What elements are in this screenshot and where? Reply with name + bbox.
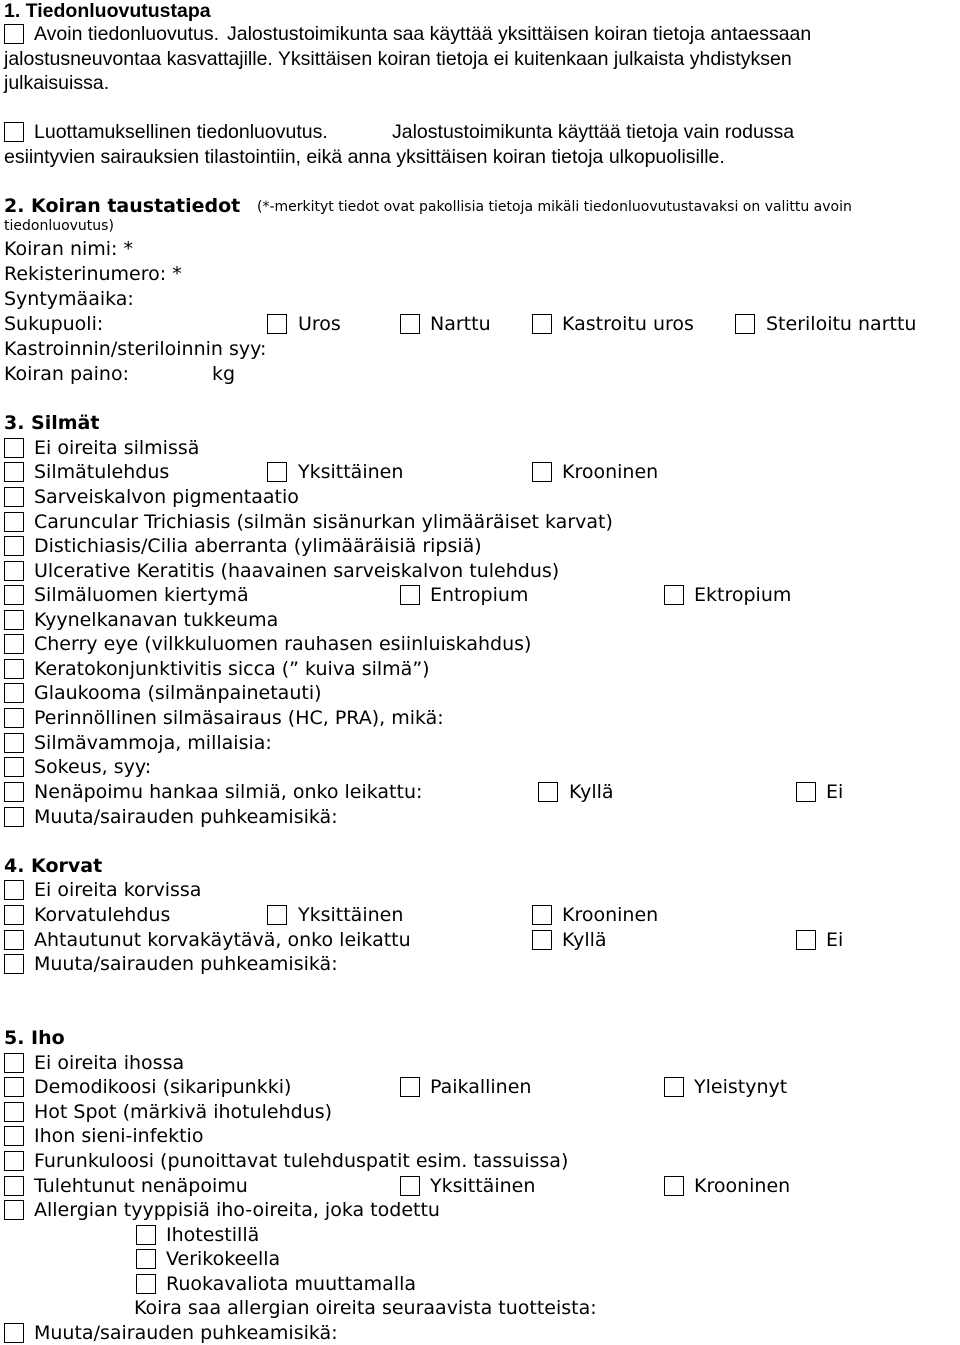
otitis-chronic-checkbox[interactable] xyxy=(532,905,552,925)
ears-other-checkbox[interactable] xyxy=(4,954,24,974)
otitis-row: Korvatulehdus Yksittäinen Krooninen xyxy=(0,903,960,927)
open-disclosure-text: Jalostustoimikunta saa käyttää yksittäisen koiran tietoja antaessaan xyxy=(227,23,812,45)
hot-spot-checkbox[interactable] xyxy=(4,1102,24,1122)
sex-female-checkbox[interactable] xyxy=(400,314,420,334)
narrow-ear-canal-no-checkbox[interactable] xyxy=(796,930,816,950)
diet-change-checkbox[interactable] xyxy=(136,1274,156,1294)
demodicosis-general-checkbox[interactable] xyxy=(664,1077,684,1097)
sex-male-label: Uros xyxy=(298,313,341,335)
conjunctivitis-row: Silmätulehdus Yksittäinen Krooninen xyxy=(0,460,960,484)
blindness-checkbox[interactable] xyxy=(4,757,24,777)
narrow-ear-canal-yes-checkbox[interactable] xyxy=(532,930,552,950)
sex-row xyxy=(0,312,960,336)
demodicosis-row: Demodikoosi (sikaripunkki) Paikallinen Yleistynyt xyxy=(0,1075,960,1099)
confidential-disclosure-label: Luottamuksellinen tiedonluovutus. xyxy=(34,121,328,143)
eye-injury-checkbox[interactable] xyxy=(4,733,24,753)
pigmentation-checkbox[interactable] xyxy=(4,487,24,507)
demodicosis-local-checkbox[interactable] xyxy=(400,1077,420,1097)
entropium-checkbox[interactable] xyxy=(400,585,420,605)
nose-fold-checkbox[interactable] xyxy=(4,782,24,802)
fungal-checkbox[interactable] xyxy=(4,1126,24,1146)
skin-other-checkbox[interactable] xyxy=(4,1323,24,1343)
conjunctivitis-single-checkbox[interactable] xyxy=(267,462,287,482)
conjunctivitis-checkbox[interactable] xyxy=(4,462,24,482)
nose-fold-infection-single-checkbox[interactable] xyxy=(400,1176,420,1196)
eyes-other-checkbox[interactable] xyxy=(4,807,24,827)
demodicosis-checkbox[interactable] xyxy=(4,1077,24,1097)
open-disclosure-checkbox[interactable] xyxy=(4,24,24,44)
hereditary-checkbox[interactable] xyxy=(4,708,24,728)
eyelid-checkbox[interactable] xyxy=(4,585,24,605)
caruncular-checkbox[interactable] xyxy=(4,512,24,532)
distichiasis-checkbox[interactable] xyxy=(4,536,24,556)
nose-fold-yes-checkbox[interactable] xyxy=(538,782,558,802)
skin-test-checkbox[interactable] xyxy=(136,1225,156,1245)
ektropium-checkbox[interactable] xyxy=(664,585,684,605)
open-disclosure-label: Avoin tiedonluovutus. xyxy=(34,23,220,45)
nose-fold-infection-chronic-checkbox[interactable] xyxy=(664,1176,684,1196)
narrow-ear-canal-row: Ahtautunut korvakäytävä, onko leikattu Kyllä Ei xyxy=(0,928,960,952)
confidential-disclosure-text: Jalostustoimikunta käyttää tietoja vain rodussa xyxy=(392,121,795,143)
sex-sterilized-female-label: Steriloitu narttu xyxy=(766,313,917,335)
ulcerative-checkbox[interactable] xyxy=(4,561,24,581)
otitis-single-checkbox[interactable] xyxy=(267,905,287,925)
sex-female-label: Narttu xyxy=(430,313,491,335)
allergy-checkbox[interactable] xyxy=(4,1200,24,1220)
nose-fold-row: Nenäpoimu hankaa silmiä, onko leikattu: Kyllä Ei xyxy=(0,780,960,804)
furunculosis-checkbox[interactable] xyxy=(4,1151,24,1171)
glaucoma-checkbox[interactable] xyxy=(4,683,24,703)
conjunctivitis-chronic-checkbox[interactable] xyxy=(532,462,552,482)
weight-label: Koiran paino: xyxy=(4,363,130,385)
eyelid-row: Silmäluomen kiertymä Entropium Ektropium xyxy=(0,583,960,607)
skin-none-checkbox[interactable] xyxy=(4,1053,24,1073)
health-form-page: 1. Tiedonluovutustapa Avoin tiedonluovutus. Jalostustoimikunta saa käyttää yksittäisen koiran tietoja antaessaan jalostusneuvontaa kasvattajille. Yksittäisen koiran tietoja ei kuitenkaan julkaista yhdistyksen julkaisuissa. Luottamuksellinen tiedonluovutus. Jalostustoimikunta käyttää tietoja vain rodussa esiintyvien sairauksien tilastointiin, eikä anna yksittäisen koiran tietoja ulkopuolisille. 2. Koiran taustatiedot (*-merkityt tiedot ovat pakollisia tietoja mikäli tiedonluovutustavaksi on valittu avoin tiedonluovutus) Koiran nimi: * Rekisterinumero: * Syntymäaika: Sukupuoli: Uros Narttu Kastroitu uros Steriloitu narttu Kastroinnin/steriloinnin syy: Koiran paino: kg 3. Silmät Ei oireita silmissä Silmätulehdus Yksittäinen Krooninen Sarveiskalvon pigmentaatio Caruncular Trichiasis (silmän sisänurkan ylimääräiset karvat) Distichiasis/Cilia aberranta (ylimääräisiä ripsiä) Ulcerative Keratitis (haavainen sarveiskalvon tulehdus) Silmäluomen kiertymä Entropium Ektropium Kyynelkanavan tukkeuma Cherry eye (vilkkuluomen rauhasen esiinluiskahdus) Keratokonjunktivitis sicca (” kuiva silmä”) Glaukooma (silmänpainetauti) Perinnöllinen silmäsairaus (HC, PRA), mikä: Silmävammoja, millaisia: Sokeus, syy: Nenäpoimu hankaa silmiä, onko leikattu: Kyllä Ei Muuta/sairauden puhkeamisikä: 4. Korvat Ei oireita korvissa Korvatulehdus Yksittäinen Krooninen Ahtautunut korvakäytävä, onko leikattu Kyllä Ei Muuta/sairauden puhkeamisikä: 5. Iho Ei oireita ihossa Demodikoosi (sikaripunkki) Paikallinen Yleistynyt Hot Spot (märkivä ihotulehdus) Ihon sieni-infektio Furunkuloosi (punoittavat tulehduspatit esim. tassuissa) Tulehtunut nenäpoimu Yksittäinen Krooninen Allergian tyyppisiä iho-oireita, joka todettu Ihotestillä Verikokeella Ruokavaliota muuttamalla Koira saa allergian oireita seuraavista tuotteista: Muuta/sairauden puhkeamisikä: xyxy=(0,0,960,1345)
narrow-ear-canal-checkbox[interactable] xyxy=(4,930,24,950)
confidential-disclosure-checkbox[interactable] xyxy=(4,122,24,142)
sex-male-checkbox[interactable] xyxy=(267,314,287,334)
otitis-checkbox[interactable] xyxy=(4,905,24,925)
nose-fold-infection-checkbox[interactable] xyxy=(4,1176,24,1196)
mandatory-note: (*-merkityt tiedot ovat pakollisia tietoja mikäli tiedonluovutustavaksi on valittu avoin xyxy=(257,199,852,215)
sex-castrated-male-checkbox[interactable] xyxy=(532,314,552,334)
sex-label: Sukupuoli: xyxy=(4,313,104,335)
weight-unit: kg xyxy=(212,363,236,385)
blood-test-checkbox[interactable] xyxy=(136,1249,156,1269)
ears-none-checkbox[interactable] xyxy=(4,880,24,900)
nose-fold-infection-row: Tulehtunut nenäpoimu Yksittäinen Krooninen xyxy=(0,1174,960,1198)
sex-sterilized-female-checkbox[interactable] xyxy=(735,314,755,334)
eyes-none-checkbox[interactable] xyxy=(4,438,24,458)
cherry-eye-checkbox[interactable] xyxy=(4,634,24,654)
sex-castrated-male-label: Kastroitu uros xyxy=(562,313,694,335)
nose-fold-no-checkbox[interactable] xyxy=(796,782,816,802)
tear-duct-checkbox[interactable] xyxy=(4,610,24,630)
kcs-checkbox[interactable] xyxy=(4,659,24,679)
